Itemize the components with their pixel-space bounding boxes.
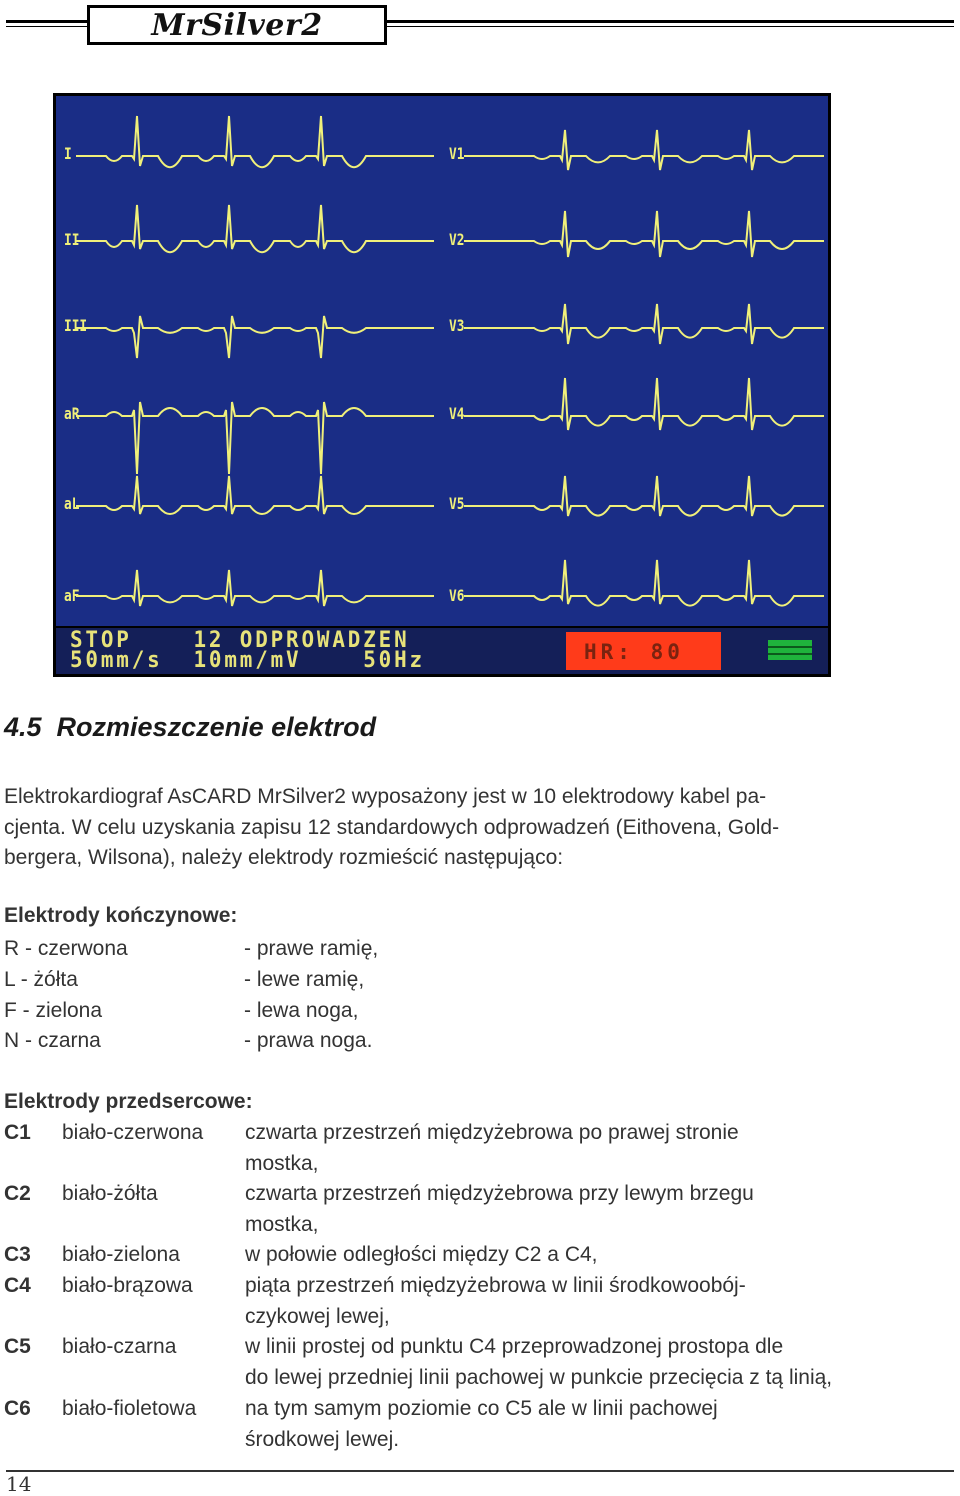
limb-heading: Elektrody kończynowe: [4, 904, 238, 927]
limb-place: - lewa noga, [244, 999, 359, 1022]
placement-line: środkowej lewej. [245, 1427, 400, 1451]
lead-label-V2: V2 [449, 230, 465, 249]
lead-label-V1: V1 [449, 144, 465, 163]
battery-segment [768, 653, 812, 655]
status-mode: STOP 12 ODPROWADZEN [70, 628, 410, 653]
electrode-placement [245, 1271, 957, 1332]
limb-electrode: N - czarna [4, 1029, 101, 1052]
ecg-trace-line [76, 570, 434, 606]
limb-place: - lewe ramię, [244, 968, 365, 991]
electrode-code: C2 [4, 1182, 31, 1205]
intro-line: bergera, Wilsona), należy elektrody rozmieścić następująco: [4, 846, 564, 869]
lead-label-V4: V4 [449, 404, 465, 423]
electrode-color: biało-brązowa [62, 1274, 193, 1297]
ecg-status-bar [56, 628, 828, 674]
ecg-trace-line [464, 560, 824, 606]
limb-place: - prawa noga. [244, 1029, 373, 1052]
battery-icon [768, 640, 812, 660]
lead-label-V6: V6 [449, 586, 465, 605]
ecg-trace-line [76, 205, 434, 252]
lead-label-V3: V3 [449, 316, 465, 335]
precordial-heading: Elektrody przedsercowe: [4, 1090, 253, 1113]
intro-paragraph [4, 782, 956, 874]
lead-label-aR: aR [64, 404, 80, 423]
ecg-trace-line [464, 378, 824, 430]
electrode-placement [245, 1332, 957, 1393]
lead-label-III: III [64, 316, 88, 335]
ecg-trace-line [76, 476, 434, 514]
footer-rule [6, 1470, 954, 1472]
limb-place: - prawe ramię, [244, 937, 379, 960]
ecg-trace-line [464, 476, 824, 516]
ecg-monitor-screen [53, 93, 831, 677]
page-number: 14 [6, 1472, 32, 1496]
lead-label-aF: aF [64, 586, 80, 605]
electrode-placement [245, 1179, 957, 1240]
placement-line: czwarta przestrzeń międzyżebrowa po prawej stronie [245, 1121, 739, 1144]
placement-line: w połowie odległości między C2 a C4, [245, 1243, 598, 1266]
electrode-code: C1 [4, 1121, 31, 1144]
section-title: 4.5 Rozmieszczenie elektrod [4, 712, 377, 742]
electrode-color: biało-czerwona [62, 1121, 204, 1144]
electrode-code: C6 [4, 1397, 31, 1420]
electrode-color: biało-czarna [62, 1335, 177, 1358]
ecg-trace-line [464, 304, 824, 344]
placement-line: mostka, [245, 1151, 319, 1175]
lead-label-V5: V5 [449, 494, 465, 513]
placement-line: mostka, [245, 1212, 319, 1236]
lead-label-II: II [64, 230, 80, 249]
lead-label-I: I [64, 144, 72, 163]
placement-line: piąta przestrzeń międzyżebrowa w linii środkowoobój- [245, 1274, 746, 1297]
ecg-trace-line [464, 211, 824, 257]
placement-line: czykowej lewej, [245, 1304, 390, 1328]
ecg-trace-line [464, 130, 824, 170]
ecg-trace-line [76, 402, 434, 474]
limb-electrode: R - czerwona [4, 937, 128, 960]
status-settings: 50mm/s 10mm/mV 50Hz [70, 648, 425, 673]
ecg-trace-line [76, 316, 434, 358]
limb-electrode: L - żółta [4, 968, 78, 991]
electrode-code: C4 [4, 1274, 31, 1297]
header-title: MrSilver2 [151, 7, 323, 43]
ecg-traces [56, 96, 828, 626]
electrode-code: C5 [4, 1335, 31, 1358]
intro-line: cjenta. W celu uzyskania zapisu 12 standardowych odprowadzeń (Eithovena, Gold- [4, 815, 780, 839]
lead-label-aL: aL [64, 494, 80, 513]
electrode-code: C3 [4, 1243, 31, 1266]
electrode-placement [245, 1240, 957, 1271]
placement-line: czwarta przestrzeń międzyżebrowa przy lewym brzegu [245, 1182, 754, 1205]
limb-electrode: F - zielona [4, 999, 103, 1022]
battery-segment [768, 646, 812, 648]
electrode-color: biało-fioletowa [62, 1397, 197, 1420]
placement-line: w linii prostej od punktu C4 przeprowadzonej prostopa dle [245, 1335, 784, 1358]
placement-line: do lewej przedniej linii pachowej w punkcie przecięcia z tą linią, [245, 1365, 833, 1389]
ecg-trace-line [76, 116, 434, 167]
ecg-trace-area [56, 96, 828, 626]
electrode-color: biało-zielona [62, 1243, 180, 1266]
electrode-color: biało-żółta [62, 1182, 158, 1205]
electrode-placement [245, 1394, 957, 1455]
heart-rate-box [566, 632, 721, 670]
electrode-placement [245, 1118, 957, 1179]
header-title-box [87, 5, 387, 45]
placement-line: na tym samym poziomie co C5 ale w linii pachowej [245, 1397, 718, 1420]
heart-rate-readout: HR: 80 [584, 640, 684, 664]
intro-line: Elektrokardiograf AsCARD MrSilver2 wyposażony jest w 10 elektrodowy kabel pa- [4, 785, 767, 808]
